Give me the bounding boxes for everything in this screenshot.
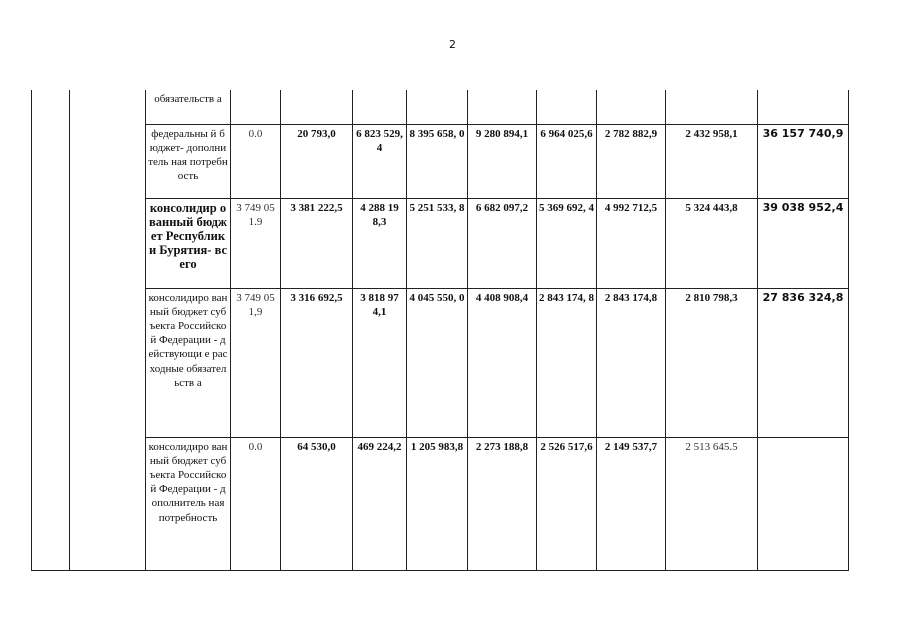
total-cell: 36 157 740,9 bbox=[758, 124, 849, 198]
table-row bbox=[32, 124, 849, 198]
value-cell: 2 526 517,6 bbox=[537, 437, 597, 570]
value-cell bbox=[231, 90, 281, 124]
value-cell: 2 843 174, 8 bbox=[537, 288, 597, 437]
table-row bbox=[32, 198, 849, 288]
value-cell: 2 273 188,8 bbox=[468, 437, 537, 570]
value-cell: 3 749 051.9 bbox=[231, 198, 281, 288]
table-row bbox=[32, 437, 849, 570]
value-cell: 2 843 174,8 bbox=[597, 288, 666, 437]
table-row bbox=[32, 288, 849, 437]
value-cell: 9 280 894,1 bbox=[468, 124, 537, 198]
value-cell: 469 224,2 bbox=[353, 437, 407, 570]
value-cell: 5 369 692, 4 bbox=[537, 198, 597, 288]
value-cell: 4 045 550, 0 bbox=[407, 288, 468, 437]
value-cell bbox=[537, 90, 597, 124]
row-label: консолидиро ванный бюджет субъекта Российской Федерации - дополнитель ная потребность bbox=[146, 437, 231, 570]
value-cell: 3 381 222,5 bbox=[281, 198, 353, 288]
value-cell bbox=[281, 90, 353, 124]
row-label: федеральны й бюджет- дополнитель ная потребность bbox=[146, 124, 231, 198]
value-cell: 1 205 983,8 bbox=[407, 437, 468, 570]
page-number: 2 bbox=[449, 38, 456, 51]
value-cell bbox=[353, 90, 407, 124]
value-cell: 20 793,0 bbox=[281, 124, 353, 198]
row-label: обязательств а bbox=[146, 90, 231, 124]
value-cell: 2 810 798,3 bbox=[666, 288, 758, 437]
value-cell: 4 408 908,4 bbox=[468, 288, 537, 437]
table-row bbox=[32, 90, 849, 124]
blank-col-1 bbox=[32, 90, 70, 570]
budget-table bbox=[31, 90, 849, 571]
value-cell bbox=[666, 90, 758, 124]
value-cell: 2 782 882,9 bbox=[597, 124, 666, 198]
value-cell: 6 964 025,6 bbox=[537, 124, 597, 198]
total-cell: 27 836 324,8 bbox=[758, 288, 849, 437]
value-cell: 0.0 bbox=[231, 124, 281, 198]
value-cell bbox=[468, 90, 537, 124]
value-cell: 6 823 529,4 bbox=[353, 124, 407, 198]
value-cell: 2 149 537,7 bbox=[597, 437, 666, 570]
value-cell: 0.0 bbox=[231, 437, 281, 570]
blank-col-2 bbox=[70, 90, 146, 570]
total-cell bbox=[758, 90, 849, 124]
value-cell bbox=[597, 90, 666, 124]
value-cell: 3 316 692,5 bbox=[281, 288, 353, 437]
value-cell: 3 749 051,9 bbox=[231, 288, 281, 437]
row-label: консолидир ованный бюджет Республики Бурятия- всего bbox=[146, 198, 231, 288]
value-cell: 2 513 645.5 bbox=[666, 437, 758, 570]
value-cell: 4 992 712,5 bbox=[597, 198, 666, 288]
value-cell: 2 432 958,1 bbox=[666, 124, 758, 198]
total-cell: 39 038 952,4 bbox=[758, 198, 849, 288]
value-cell: 5 324 443,8 bbox=[666, 198, 758, 288]
value-cell: 4 288 19 8,3 bbox=[353, 198, 407, 288]
value-cell: 64 530,0 bbox=[281, 437, 353, 570]
value-cell: 8 395 658, 0 bbox=[407, 124, 468, 198]
value-cell: 6 682 097,2 bbox=[468, 198, 537, 288]
row-label: консолидиро ванный бюджет субъекта Российской Федерации - действующи е расходные обязательств а bbox=[146, 288, 231, 437]
value-cell bbox=[407, 90, 468, 124]
value-cell: 3 818 97 4,1 bbox=[353, 288, 407, 437]
total-cell bbox=[758, 437, 849, 570]
value-cell: 5 251 533, 8 bbox=[407, 198, 468, 288]
